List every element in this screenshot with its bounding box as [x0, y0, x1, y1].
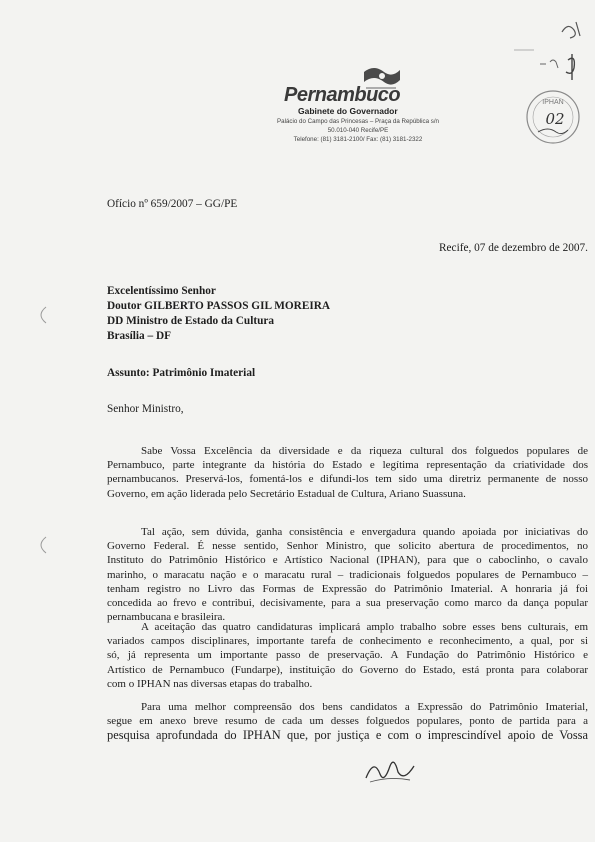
paragraph-line: concedida ao frevo e contribui, decisivamente, para a sua preservação como marco da dança popular: [107, 597, 588, 610]
paragraph-line: pesquisa aprofundada do IPHAN que, por justiça e com o imprescindível apoio de Vossa: [107, 728, 588, 743]
address-line: Palácio do Campo das Princesas – Praça da República s/n: [277, 118, 439, 125]
paragraph-line: Artístico de Pernambuco (Fundarpe), instituição do Governo do Estado, está pronta para colaborar: [107, 663, 588, 676]
svg-text:02: 02: [545, 110, 565, 128]
paragraph-line: Instituto do Patrimônio Histórico e Artístico Nacional (IPHAN), para que o caboclinho, o cavalo: [107, 554, 588, 567]
paragraph-line: pernambucanos. Preservá-los, fomentá-los e difundi-los tem sido uma diretriz permanente de nosso: [107, 473, 588, 486]
paragraph-line: com o IPHAN nas diversas etapas do trabalho.: [107, 677, 313, 690]
paragraph-line: Governo Federal. É nesse sentido, Senhor Ministro, que solicito abertura de procedimentos, no: [107, 540, 588, 553]
punch-hole-mark: [34, 305, 48, 325]
iphan-stamp: [524, 88, 582, 146]
office-name: Gabinete do Governador: [298, 106, 398, 116]
paragraph-line: A aceitação das quatro candidaturas implicará amplo trabalho sobre esses bens culturais, em: [141, 621, 588, 633]
salutation: Senhor Ministro,: [107, 403, 184, 415]
body-paragraph: [107, 620, 588, 691]
recipient-line: Doutor GILBERTO PASSOS GIL MOREIRA: [107, 300, 331, 312]
body-paragraph: [107, 700, 588, 743]
logo-wordmark: Pernambuco: [284, 84, 401, 106]
svg-text:IPHAN: IPHAN: [542, 99, 564, 106]
paragraph-line: Pernambuco, parte integrante da história do Estado e legítima representação da criatividade dos: [107, 459, 588, 472]
paragraph-line: variados campos disciplinares, importante tarefa de conhecimento e reconhecimento, a qual, por si: [107, 635, 588, 648]
recipient-block: [107, 284, 330, 344]
body-paragraph: [107, 525, 588, 624]
pernambuco-logo: [270, 62, 420, 110]
phone-line: Telefone: (81) 3181-2100/ Fax: (81) 3181-2322: [293, 136, 423, 143]
paragraph-line: Sabe Vossa Excelência da diversidade e da riqueza cultural dos folguedos populares de: [141, 445, 588, 457]
paragraph-line: só, já representa um importante passo de preservação. A Fundação do Patrimônio Histórico e: [107, 649, 588, 662]
letter-reference: Ofício nº 659/2007 – GG/PE: [107, 198, 238, 210]
punch-hole-mark: [34, 535, 48, 555]
letter-date: Recife, 07 de dezembro de 2007.: [439, 242, 588, 254]
letter-subject: Assunto: Patrimônio Imaterial: [107, 367, 256, 379]
paragraph-line: segue em anexo breve resumo de cada um desses folguedos populares, ponto de partida para a: [107, 715, 588, 728]
paragraph-line: marinho, o maracatu nação e o maracatu rural – tradicionais folguedos populares de Pernambuco –: [107, 568, 588, 581]
handwritten-page-marks: [510, 14, 590, 84]
body-paragraph: [107, 444, 588, 501]
recipient-line: Brasília – DF: [107, 330, 172, 342]
address-line: 50.010-040 Recife/PE: [327, 127, 389, 134]
handwritten-initials: [360, 752, 420, 788]
recipient-line: Excelentíssimo Senhor: [107, 285, 216, 297]
paragraph-line: Governo, em ação liderada pelo Secretário Estadual de Cultura, Ariano Suassuna.: [107, 487, 466, 500]
paragraph-line: Tal ação, sem dúvida, ganha consistência e envergadura quando apoiada por iniciativas do: [141, 526, 588, 538]
paragraph-line: tenham registro no Livro das Formas de Expressão do Patrimônio Imaterial. A honraria já foi: [107, 582, 588, 595]
paragraph-line: pernambucana e brasileira.: [107, 611, 226, 624]
recipient-line: DD Ministro de Estado da Cultura: [107, 315, 275, 327]
paragraph-line: Para uma melhor compreensão dos bens candidatos a Expressão do Patrimônio Imaterial,: [141, 701, 588, 713]
